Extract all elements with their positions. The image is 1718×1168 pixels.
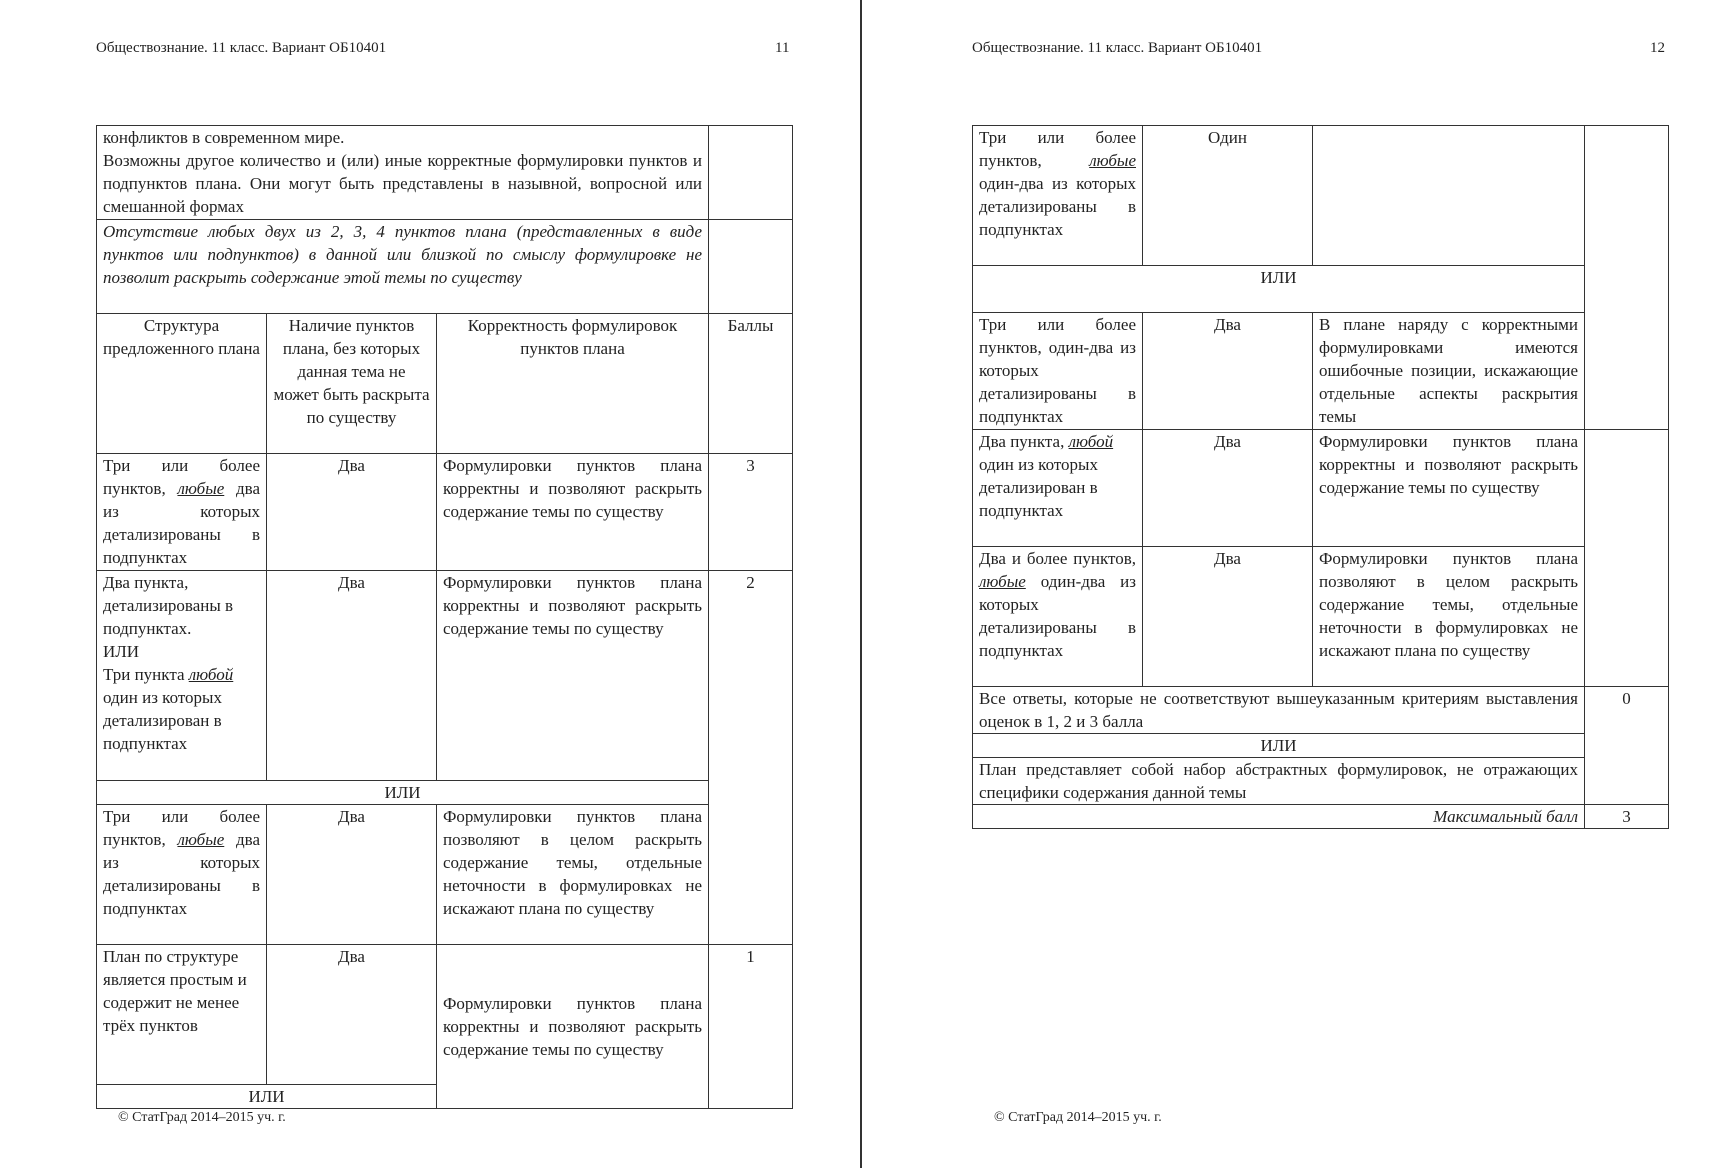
row3-structure <box>97 805 267 945</box>
row2-presence: Два <box>267 571 437 781</box>
underlined-word: любые <box>979 572 1026 591</box>
row2-score: 2 <box>709 571 793 945</box>
max-score: 3 <box>1585 805 1669 829</box>
or-row-zero: ИЛИ <box>973 734 1585 758</box>
col-header-presence: Наличие пунктов плана, без которых данная тема не может быть раскрыта по существу <box>267 314 437 454</box>
structure-text: Три или более пунктов, <box>979 128 1136 170</box>
row1-correctness: Формулировки пунктов плана корректны и позволяют раскрыть содержание темы по существу <box>437 454 709 571</box>
row4-correctness: Формулировки пунктов плана позволяют в целом раскрыть содержание темы, отдельные неточности в формулировках не искажают плана по существу <box>1313 547 1585 687</box>
row2-presence: Два <box>1143 313 1313 430</box>
zero-score-text: Все ответы, которые не соответствуют вышеуказанным критериям выставления оценок в 1, 2 и 3 балла <box>973 687 1585 734</box>
row1-structure <box>97 454 267 571</box>
col-header-score: Баллы <box>709 314 793 454</box>
structure-text: Три или более пунктов, <box>103 807 260 849</box>
structure-text: Два пункта, детализированы в подпунктах. <box>103 573 234 638</box>
row2-structure <box>97 571 267 781</box>
criteria-table <box>96 125 793 1109</box>
zero-score: 0 <box>1585 687 1669 805</box>
row3-correctness: Формулировки пунктов плана корректны и позволяют раскрыть содержание темы по существу <box>1313 430 1585 547</box>
underlined-word: любые <box>177 479 225 498</box>
empty-score-cell <box>709 220 793 314</box>
intro-cell <box>97 126 709 220</box>
empty-score-cell <box>709 126 793 220</box>
row4-presence: Два <box>1143 547 1313 687</box>
row1-score: 3 <box>709 454 793 571</box>
underlined-word: любой <box>188 665 234 684</box>
footer: © СтатГрад 2014–2015 уч. г. <box>118 1110 286 1125</box>
row3-correctness: Формулировки пунктов плана позволяют в целом раскрыть содержание темы, отдельные неточности в формулировках не искажают плана по существу <box>437 805 709 945</box>
page-number: 11 <box>775 40 790 56</box>
row1-structure <box>973 126 1143 266</box>
row3-presence: Два <box>1143 430 1313 547</box>
max-score-label: Максимальный балл <box>973 805 1585 829</box>
structure-text: один-два из которых детализированы в подпунктах <box>979 572 1136 660</box>
warning-text: Отсутствие любых двух из 2, 3, 4 пунктов плана (представленных в виде пунктов или подпунктов) в данной или близкой по смыслу формулировке не позволит раскрыть содержание этой темы по существу <box>97 220 709 314</box>
row4-structure: План по структуре является простым и содержит не менее трёх пунктов <box>97 945 267 1085</box>
row1-presence: Два <box>267 454 437 571</box>
header-title: Обществознание. 11 класс. Вариант ОБ10401 <box>972 40 1263 56</box>
or-row: ИЛИ <box>973 266 1585 313</box>
criteria-table-continued <box>972 125 1669 829</box>
abstract-text: План представляет собой набор абстрактных формулировок, не отражающих специфики содержания данной темы <box>973 758 1585 805</box>
row2-structure: Три или более пунктов, один-два из которых детализированы в подпунктах <box>973 313 1143 430</box>
structure-text: Три или более пунктов, <box>103 456 260 498</box>
structure-text: один из которых детализирован в подпунктах <box>979 455 1098 520</box>
underlined-word: любые <box>177 830 225 849</box>
row4-presence: Два <box>267 945 437 1085</box>
empty-score-cell <box>1585 430 1669 687</box>
row2-correctness: В плане наряду с корректными формулировками имеются ошибочные позиции, искажающие отдельные аспекты раскрытия темы <box>1313 313 1585 430</box>
footer: © СтатГрад 2014–2015 уч. г. <box>994 1110 1162 1125</box>
row3-presence: Два <box>267 805 437 945</box>
or-row: ИЛИ <box>97 781 709 805</box>
row1-presence: Один <box>1143 126 1313 266</box>
col-header-correctness: Корректность формулировок пунктов плана <box>437 314 709 454</box>
structure-text: Два и более пунктов, <box>979 549 1136 568</box>
structure-text: Два пункта, <box>979 432 1065 451</box>
underlined-word: любые <box>1089 151 1136 170</box>
intro-text: конфликтов в современном мире. <box>103 128 345 147</box>
structure-text: Три пункта <box>103 665 185 684</box>
underlined-word: любой <box>1068 432 1114 451</box>
structure-text: два из которых детализированы в подпунктах <box>103 830 261 918</box>
row4-score: 1 <box>709 945 793 1109</box>
row4-correctness: Формулировки пунктов плана корректны и позволяют раскрыть содержание темы по существу <box>437 945 709 1109</box>
page-number: 12 <box>1650 40 1665 56</box>
note-text: Возможны другое количество и (или) иные корректные формулировки пунктов и подпунктов плана. Они могут быть представлены в назывной, вопросной или смешанной формах <box>103 151 703 216</box>
structure-text: один из которых детализирован в подпунктах <box>103 688 222 753</box>
right-page <box>862 0 1718 1168</box>
or-row-bottom: ИЛИ <box>97 1085 437 1109</box>
row1-correctness <box>1313 126 1585 266</box>
row2-correctness: Формулировки пунктов плана корректны и позволяют раскрыть содержание темы по существу <box>437 571 709 781</box>
row3-structure <box>973 430 1143 547</box>
col-header-structure: Структура предложенного плана <box>97 314 267 454</box>
structure-text: один-два из которых детализированы в подпунктах <box>979 174 1136 239</box>
or-label: ИЛИ <box>103 642 140 661</box>
empty-score-cell <box>1585 126 1669 430</box>
structure-text: два из которых детализированы в подпунктах <box>103 479 261 567</box>
row4-structure <box>973 547 1143 687</box>
header-title: Обществознание. 11 класс. Вариант ОБ10401 <box>96 40 387 56</box>
